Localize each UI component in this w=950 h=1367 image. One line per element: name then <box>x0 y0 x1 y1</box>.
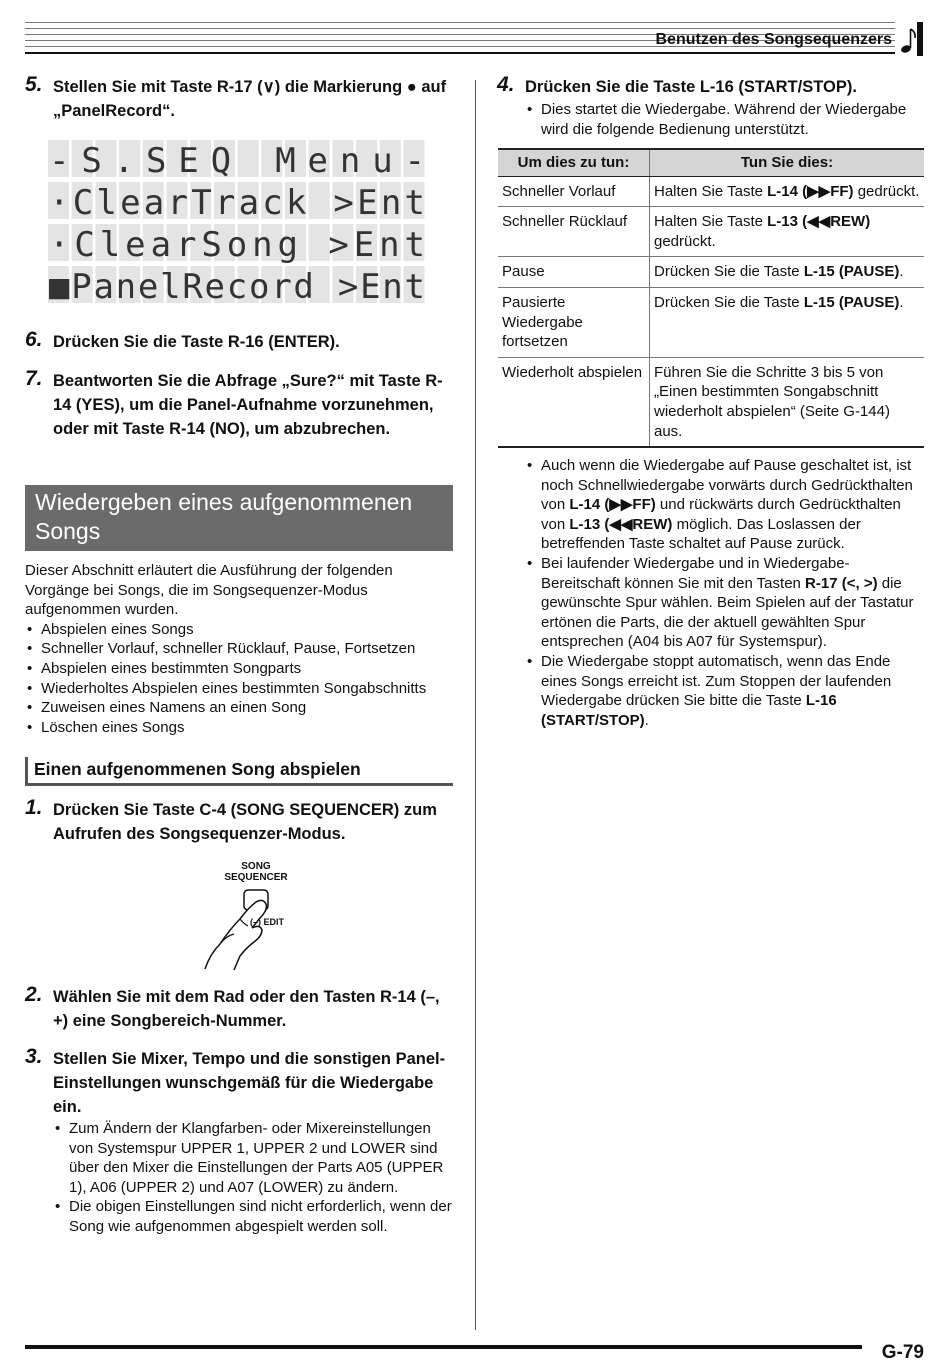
list-item: • Bei laufender Wiedergabe und in Wiedergabe-Bereitschaft können Sie mit den Tasten R-17 (<, >) die gewünschte Spur wählen. Beim Spielen auf der Tastatur ertönen die Parts, die der aktuell gewählten Spur entsprechen (A04 bis A07 für Systemspur). <box>525 554 925 652</box>
staff-line <box>25 22 895 23</box>
page-number: G-79 <box>881 1342 924 1363</box>
song-sequencer-button-figure <box>200 858 320 973</box>
list-item: • Die Wiedergabe stoppt automatisch, wenn das Ende eines Songs erreicht ist. Zum Stoppen der laufenden Wiedergabe drücken Sie bitte die Taste L-16 (START/STOP). <box>525 652 925 730</box>
column-divider <box>475 80 476 1330</box>
list-item: • Die obigen Einstellungen sind nicht erforderlich, wenn der Song wie aufgenommen abgespielt werden soll. <box>53 1197 455 1236</box>
table-cell: Schneller Vorlauf <box>498 176 650 207</box>
lcd-line: ·ClearSong >Ent <box>49 225 425 265</box>
intro-text: Dieser Abschnitt erläutert die Ausführung der folgenden Vorgänge bei Songs, die im Songsequenzer-Modus aufgenommen wurden. • Abspielen eines Songs • Schneller Vorlauf, schneller Rücklauf, Pause, Fortsetzen • Abspielen eines bestimmten Songparts • Wiederholtes Abspielen eines bestimmten Songabschnitts • Zuweisen eines Namens an einen Song • Löschen eines Songs <box>25 561 455 737</box>
lcd-display <box>47 138 427 306</box>
step-3-notes <box>53 1119 455 1237</box>
list-item: • Auch wenn die Wiedergabe auf Pause geschaltet ist, ist noch Schnellwiedergabe vorwärts durch Gedrückthalten von L-14 (▶▶FF) und rückwärts durch Gedrückthalten von L-13 (◀◀REW) möglich. Das Loslassen der betreffenden Taste schaltet auf Pause zurück. <box>525 456 925 554</box>
table-header-cell: Um dies zu tun: <box>498 149 650 176</box>
list-item: • Wiederholtes Abspielen eines bestimmten Songabschnitts <box>25 679 455 699</box>
staff-line <box>25 52 895 54</box>
footer-bar <box>25 1345 862 1349</box>
list-item: • Zum Ändern der Klangfarben- oder Mixereinstellungen von Systemspur UPPER 1, UPPER 2 und LOWER sind über den Mixer die Einstellungen der Parts A05 (UPPER 1), A06 (UPPER 2) und A07 (LOWER) zu ändern. <box>53 1119 455 1197</box>
header-bar <box>917 22 923 56</box>
table-cell: Halten Sie Taste L-13 (◀◀REW) gedrückt. <box>650 207 925 257</box>
intro-bullet-list <box>25 620 455 738</box>
step-4-note <box>525 100 925 139</box>
step-7: 7. Beantworten Sie die Abfrage „Sure?“ mit Taste R-14 (YES), um die Panel-Aufnahme vorzunehmen, oder mit Taste R-14 (NO), um abzubrechen. <box>25 367 443 438</box>
step-1: 1. Drücken Sie Taste C-4 (SONG SEQUENCER) zum Aufrufen des Songsequenzer-Modus. <box>25 796 437 843</box>
step-5: 5. Stellen Sie mit Taste R-17 (∨) die Markierung ● auf „PanelRecord“. <box>25 73 447 120</box>
staff-line <box>25 28 895 29</box>
table-row <box>498 287 924 357</box>
lcd-line: -S.SEQ Menu- <box>49 141 425 181</box>
step-3: 3. Stellen Sie Mixer, Tempo und die sonstigen Panel-Einstellungen wunschgemäß für die Wiedergabe ein. <box>25 1045 446 1116</box>
table-header-row <box>498 149 924 176</box>
table-row <box>498 257 924 288</box>
table-cell: Führen Sie die Schritte 3 bis 5 von „Einen bestimmten Songabschnitt wiederholt abspielen“ (Seite G-144) aus. <box>650 357 925 447</box>
table-cell: Pause <box>498 257 650 288</box>
subsection-title: Einen aufgenommenen Song abspielen <box>25 757 453 786</box>
lcd-line: ■PanelRecord >Ent <box>49 267 425 306</box>
table-header-cell: Tun Sie dies: <box>650 149 925 176</box>
table-cell: Drücken Sie die Taste L-15 (PAUSE). <box>650 257 925 288</box>
table-row <box>498 357 924 447</box>
list-item: • Dies startet die Wiedergabe. Während der Wiedergabe wird die folgende Bedienung unterstützt. <box>525 100 925 139</box>
finger-press-icon <box>200 884 320 974</box>
table-cell: Halten Sie Taste L-14 (▶▶FF) gedrückt. <box>650 176 925 207</box>
list-item: • Zuweisen eines Namens an einen Song <box>25 698 455 718</box>
list-item: • Löschen eines Songs <box>25 718 455 738</box>
table-cell: Pausierte Wiedergabe fortsetzen <box>498 287 650 357</box>
section-title: Wiedergeben eines aufgenommenen Songs <box>25 485 453 551</box>
list-item: • Abspielen eines bestimmten Songparts <box>25 659 455 679</box>
table-cell: Wiederholt abspielen <box>498 357 650 447</box>
list-item: • Schneller Vorlauf, schneller Rücklauf, Pause, Fortsetzen <box>25 639 455 659</box>
table-cell: Schneller Rücklauf <box>498 207 650 257</box>
lcd-line: ·ClearTrack >Ent <box>49 183 425 223</box>
table-row <box>498 176 924 207</box>
step-2: 2. Wählen Sie mit dem Rad oder den Tasten R-14 (–, +) eine Songbereich-Nummer. <box>25 983 440 1030</box>
list-item: • Abspielen eines Songs <box>25 620 455 640</box>
button-label: SONG SEQUENCER <box>224 861 288 883</box>
operations-table <box>498 148 924 448</box>
edit-label: (–) EDIT <box>250 917 285 927</box>
table-cell: Drücken Sie die Taste L-15 (PAUSE). <box>650 287 925 357</box>
table-row <box>498 207 924 257</box>
step-6: 6. Drücken Sie die Taste R-16 (ENTER). <box>25 328 340 351</box>
header-title: Benutzen des Songsequenzers <box>655 31 892 48</box>
playback-notes <box>525 456 925 730</box>
step-4: 4. Drücken Sie die Taste L-16 (START/STOP). <box>497 73 857 96</box>
